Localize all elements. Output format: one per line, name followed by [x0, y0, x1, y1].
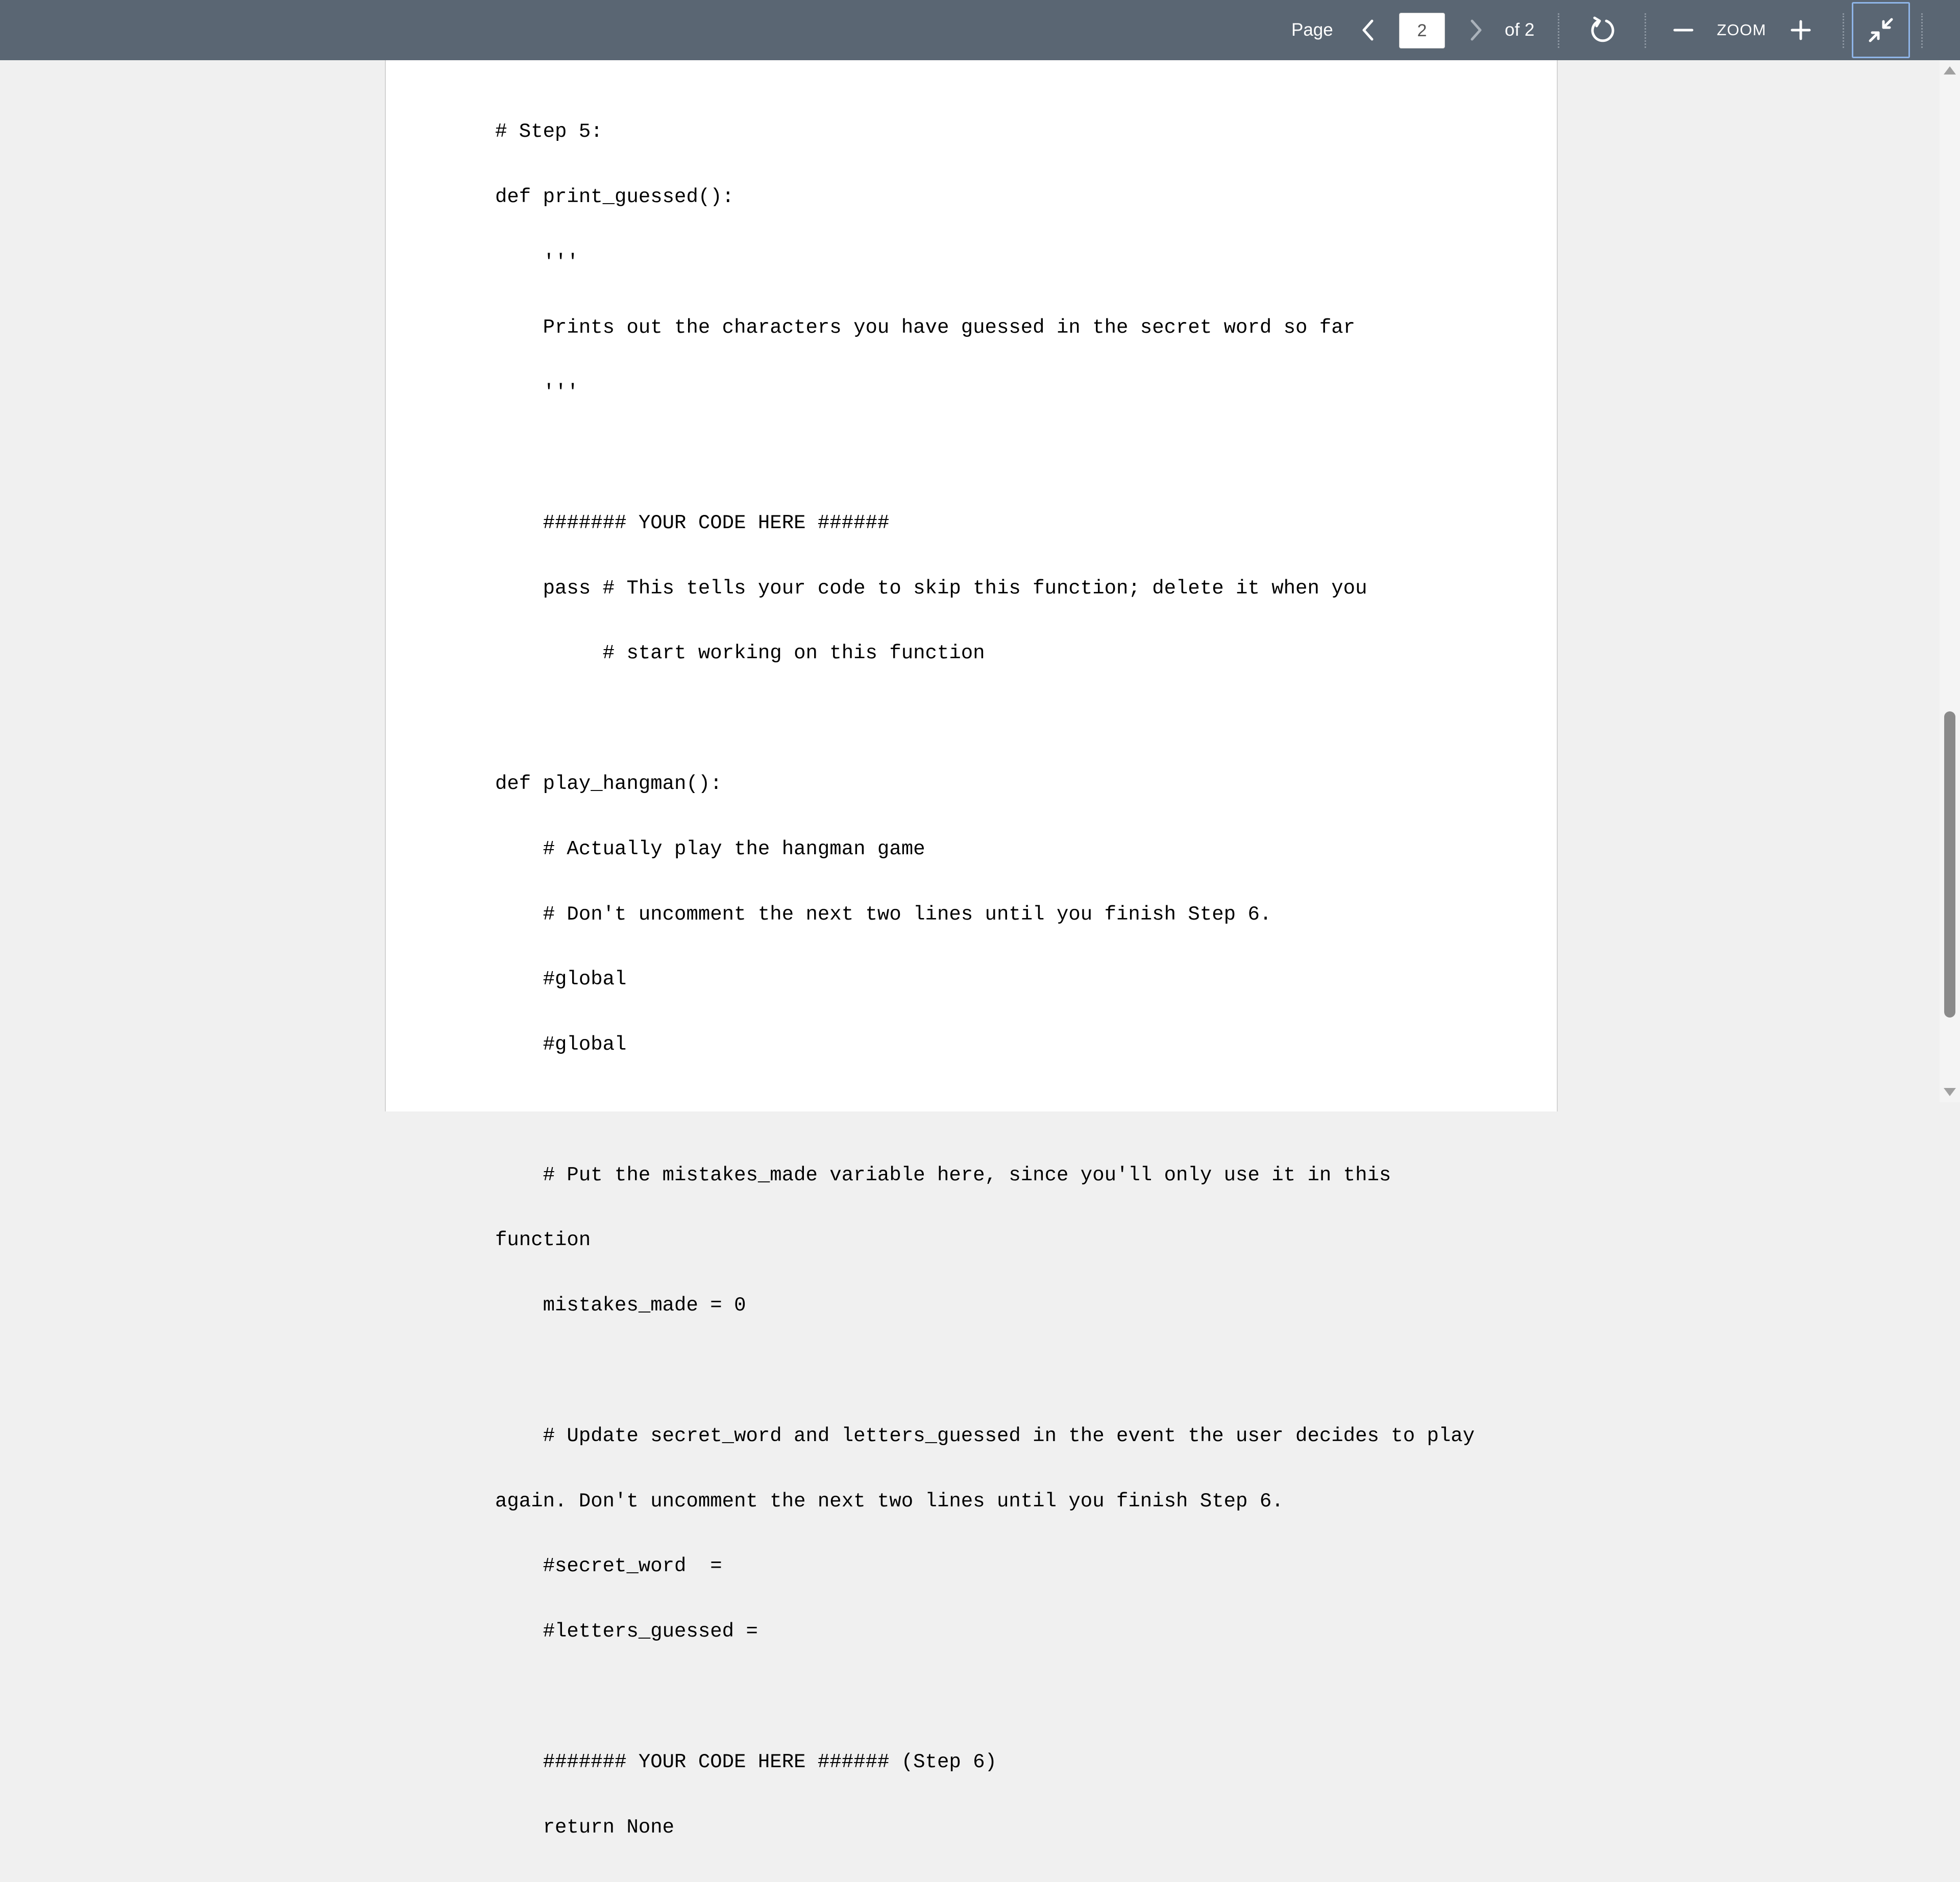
page-count-label: of 2 — [1505, 20, 1535, 40]
code-line: # Don't uncomment the next two lines until you finish Step 6. — [495, 903, 1272, 926]
toolbar-divider — [1558, 13, 1559, 48]
document-page — [385, 60, 1558, 1839]
toolbar-divider — [1921, 13, 1923, 48]
scrollbar-thumb[interactable] — [1944, 711, 1955, 1018]
previous-page-button[interactable] — [1354, 0, 1383, 60]
minus-icon — [1673, 20, 1694, 40]
zoom-in-button[interactable] — [1780, 0, 1821, 60]
exit-fullscreen-button[interactable] — [1852, 2, 1910, 58]
code-line: #secret_word = — [495, 1555, 722, 1578]
code-line: function — [495, 1229, 591, 1252]
code-line — [495, 447, 1475, 469]
code-line: pass # This tells your code to skip this function; delete it when you — [495, 577, 1367, 600]
code-line: # Step 5: — [495, 120, 603, 143]
code-line: mistakes_made = 0 — [495, 1294, 746, 1317]
code-line: def play_hangman(): — [495, 773, 722, 795]
code-line: ''' — [495, 381, 579, 404]
zoom-label: ZOOM — [1717, 21, 1767, 39]
code-line: # Actually play the hangman game — [495, 837, 925, 860]
rotate-icon — [1588, 16, 1617, 44]
code-line: ####### YOUR CODE HERE ###### (Step 6) — [495, 1750, 997, 1773]
exit-fullscreen-icon — [1868, 17, 1894, 43]
toolbar-divider — [1645, 13, 1646, 48]
page-number-input[interactable] — [1399, 13, 1445, 48]
code-line — [495, 1360, 1475, 1382]
code-line: # Put the mistakes_made variable here, since you'll only use it in this — [495, 1163, 1391, 1186]
code-line: # Update secret_word and letters_guessed in the event the user decides to play — [495, 1424, 1475, 1447]
code-line: #global — [495, 1033, 627, 1056]
page-label: Page — [1291, 20, 1333, 40]
toolbar-divider — [1843, 13, 1844, 48]
code-line: ####### YOUR CODE HERE ###### — [495, 511, 890, 534]
code-block — [495, 78, 1475, 1881]
rotate-button[interactable] — [1582, 0, 1623, 60]
code-line — [495, 1686, 1475, 1708]
code-line — [495, 708, 1475, 730]
code-line — [495, 1099, 1475, 1121]
code-line: again. Don't uncomment the next two lines until you finish Step 6. — [495, 1490, 1284, 1513]
chevron-left-icon — [1361, 19, 1376, 41]
vertical-scrollbar[interactable] — [1940, 60, 1960, 1102]
next-page-button[interactable] — [1461, 0, 1490, 60]
code-line: # start working on this function — [495, 642, 985, 665]
code-line: Prints out the characters you have guessed in the secret word so far — [495, 316, 1356, 339]
scroll-down-arrow-icon[interactable] — [1944, 1088, 1956, 1096]
viewer-toolbar — [0, 0, 1960, 60]
zoom-out-button[interactable] — [1663, 0, 1704, 60]
scroll-up-arrow-icon[interactable] — [1944, 66, 1956, 75]
code-line: ''' — [495, 251, 579, 274]
chevron-right-icon — [1468, 19, 1483, 41]
code-line: #global — [495, 968, 627, 991]
plus-icon — [1791, 20, 1811, 40]
code-line: #letters_guessed = — [495, 1620, 758, 1643]
document-viewport — [0, 60, 1940, 1839]
code-line: def print_guessed(): — [495, 185, 734, 208]
code-line: return None — [495, 1816, 675, 1839]
